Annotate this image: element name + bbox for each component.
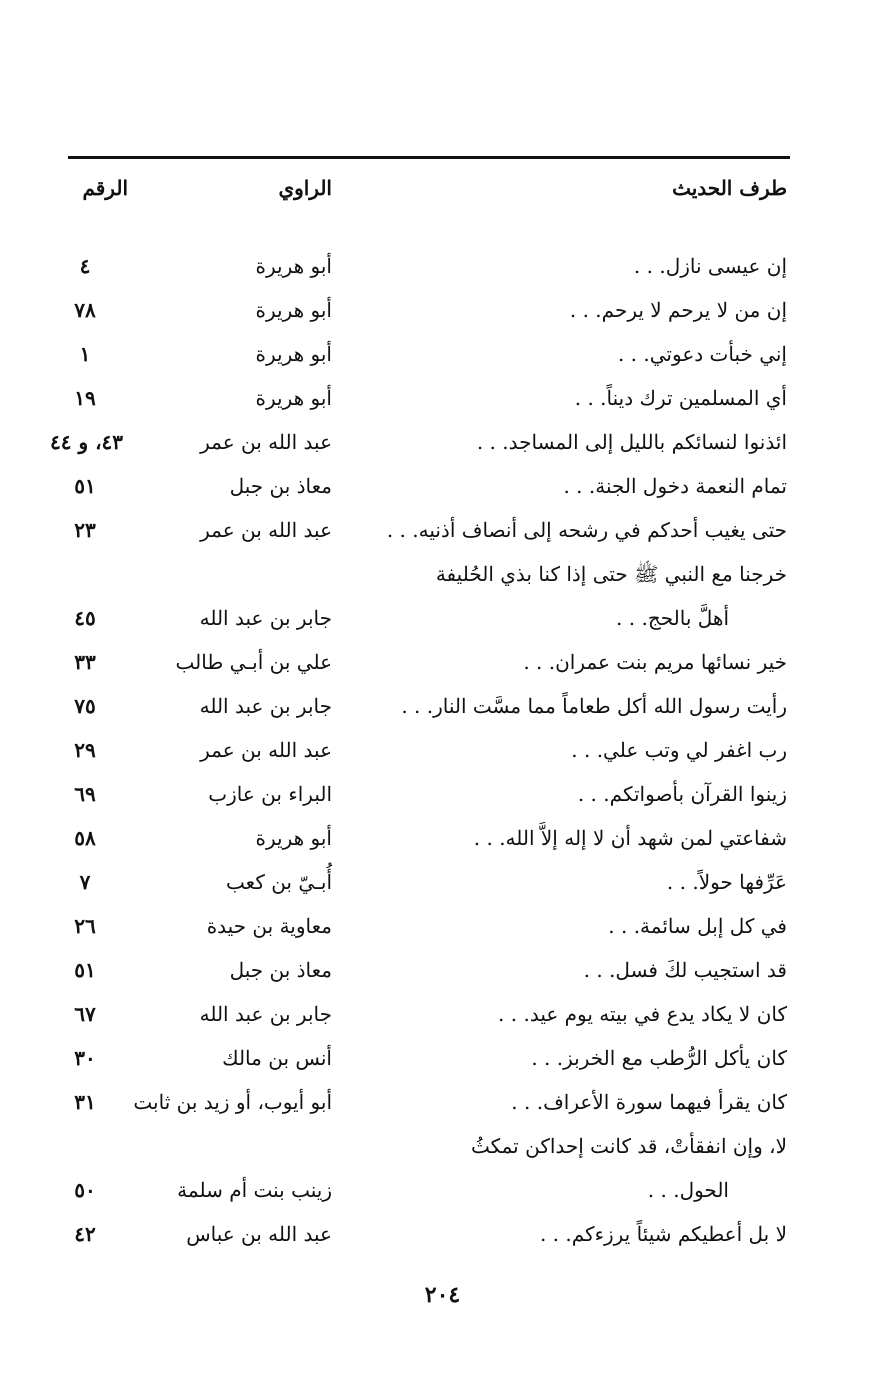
header-narrator: الراوي (278, 176, 332, 200)
hadith-number: ١٩ (74, 386, 96, 410)
hadith-number: ٦٩ (74, 782, 96, 806)
hadith-text: لا بل أعطيكم شيئاً يرزءكم. . . (539, 1222, 787, 1246)
table-row (0, 378, 885, 418)
hadith-number: ٧٥ (74, 694, 96, 718)
table-row (0, 334, 885, 374)
table-row (0, 950, 885, 990)
narrator: أنس بن مالك (222, 1046, 332, 1070)
hadith-text: رب اغفر لي وتب علي. . . (571, 738, 787, 762)
table-row (0, 818, 885, 858)
table-row (0, 642, 885, 682)
top-rule (68, 156, 790, 159)
narrator: علي بن أبـي طالب (175, 650, 332, 674)
hadith-number: ٣٣ (74, 650, 96, 674)
table-header (0, 168, 885, 208)
hadith-text: ائذنوا لنسائكم بالليل إلى المساجد. . . (476, 430, 787, 454)
table-row (0, 1082, 885, 1122)
hadith-text: خرجنا مع النبي ﷺ حتى إذا كنا بذي الحُليفة (435, 562, 787, 586)
table-row (0, 246, 885, 286)
table-row (0, 554, 885, 594)
narrator: عبد الله بن عمر (200, 738, 332, 762)
narrator: عبد الله بن عمر (200, 518, 332, 542)
hadith-text: عَرِّفها حولاً. . . (666, 870, 787, 894)
hadith-text: كان يأكل الرُّطب مع الخربز. . . (531, 1046, 787, 1070)
hadith-number: ٢٩ (74, 738, 96, 762)
narrator: البراء بن عازب (208, 782, 332, 806)
hadith-text-continued: أهلَّ بالحج. . . (616, 606, 729, 630)
narrator: أبو هريرة (255, 386, 332, 410)
table-row (0, 862, 885, 902)
narrator: أبو هريرة (255, 342, 332, 366)
hadith-text: لا، وإن انفقأتْ، قد كانت إحداكن تمكثُ (470, 1134, 787, 1158)
hadith-number: ٣١ (74, 1090, 96, 1114)
narrator: عبد الله بن عمر (200, 430, 332, 454)
hadith-text: إن من لا يرحم لا يرحم. . . (569, 298, 787, 322)
table-row (0, 1170, 885, 1210)
narrator: أبو أيوب، أو زيد بن ثابت (133, 1090, 332, 1114)
table-row (0, 1214, 885, 1254)
page-number: ٢٠٤ (424, 1282, 461, 1308)
hadith-number: ١ (79, 342, 91, 366)
narrator: عبد الله بن عباس (186, 1222, 332, 1246)
hadith-text: إني خبأت دعوتي. . . (617, 342, 787, 366)
hadith-text: زينوا القرآن بأصواتكم. . . (577, 782, 787, 806)
narrator: أُبـيّ بن كعب (226, 870, 332, 894)
hadith-text: خير نسائها مريم بنت عمران. . . (523, 650, 787, 674)
table-row (0, 730, 885, 770)
narrator: معاذ بن جبل (229, 474, 332, 498)
narrator: زينب بنت أم سلمة (177, 1178, 332, 1202)
hadith-text: في كل إبل سائمة. . . (608, 914, 787, 938)
table-row (0, 290, 885, 330)
hadith-text: شفاعتي لمن شهد أن لا إله إلاَّ الله. . . (473, 826, 787, 850)
narrator: جابر بن عبد الله (199, 606, 332, 630)
hadith-text: قد استجيب لكَ فسل. . . (583, 958, 787, 982)
table-row (0, 466, 885, 506)
table-row (0, 598, 885, 638)
hadith-text-continued: الحول. . . (647, 1178, 729, 1202)
hadith-number: ٧ (79, 870, 91, 894)
hadith-text: أي المسلمين ترك ديناً. . . (574, 386, 787, 410)
hadith-number: ٥١ (74, 474, 96, 498)
table-row (0, 774, 885, 814)
hadith-number: ٤ (79, 254, 91, 278)
hadith-text: كان يقرأ فيهما سورة الأعراف. . . (511, 1090, 787, 1114)
hadith-text: إن عيسى نازل. . . (633, 254, 787, 278)
hadith-number: ٤٥ (74, 606, 96, 630)
hadith-number: ٤٣، و ٤٤ (50, 430, 124, 454)
hadith-number: ٧٨ (74, 298, 96, 322)
hadith-text: تمام النعمة دخول الجنة. . . (563, 474, 787, 498)
hadith-number: ٤٢ (74, 1222, 96, 1246)
table-row (0, 906, 885, 946)
narrator: معاذ بن جبل (229, 958, 332, 982)
hadith-text: كان لا يكاد يدع في بيته يوم عيد. . . (498, 1002, 787, 1026)
hadith-text: حتى يغيب أحدكم في رشحه إلى أنصاف أذنيه. . . (386, 518, 787, 542)
table-row (0, 686, 885, 726)
narrator: معاوية بن حيدة (206, 914, 332, 938)
hadith-number: ٢٣ (74, 518, 96, 542)
narrator: جابر بن عبد الله (199, 1002, 332, 1026)
narrator: جابر بن عبد الله (199, 694, 332, 718)
table-row (0, 510, 885, 550)
header-number: الرقم (82, 176, 128, 200)
hadith-number: ٥٠ (74, 1178, 96, 1202)
narrator: أبو هريرة (255, 298, 332, 322)
hadith-number: ٦٧ (74, 1002, 96, 1026)
narrator: أبو هريرة (255, 826, 332, 850)
table-row (0, 422, 885, 462)
table-row (0, 994, 885, 1034)
hadith-number: ٥١ (74, 958, 96, 982)
table-row (0, 1126, 885, 1166)
table-row (0, 1038, 885, 1078)
hadith-text: رأيت رسول الله أكل طعاماً مما مسَّت النار. . . (401, 694, 787, 718)
hadith-number: ٣٠ (74, 1046, 96, 1070)
hadith-number: ٥٨ (74, 826, 96, 850)
hadith-number: ٢٦ (74, 914, 96, 938)
narrator: أبو هريرة (255, 254, 332, 278)
header-hadith: طرف الحديث (672, 176, 787, 200)
